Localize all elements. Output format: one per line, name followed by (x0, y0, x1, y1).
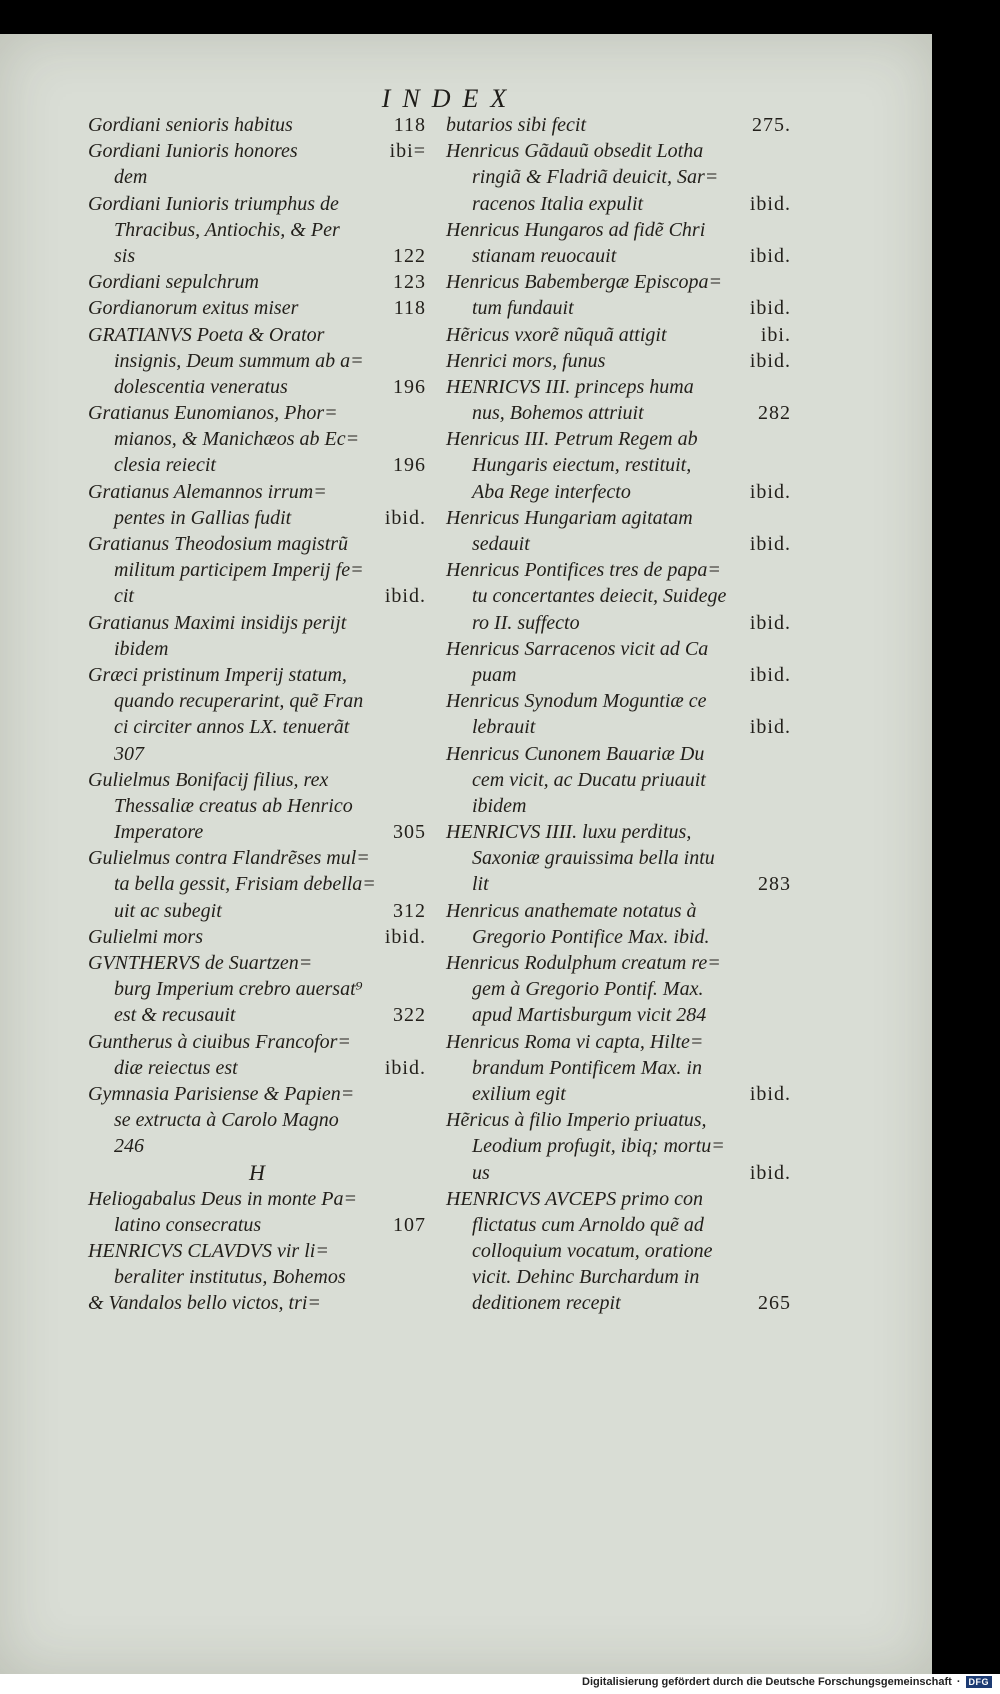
entry-text: militum participem Imperij fe= (114, 559, 364, 582)
page-reference: ibi= (389, 140, 426, 163)
entry-text: Henricus anathemate notatus à (446, 899, 697, 922)
index-entry-line (446, 1290, 791, 1316)
entry-text: Henricus Sarracenos vicit ad Ca (446, 637, 709, 660)
entry-text: GRATIANVS Poeta & Orator (88, 323, 325, 346)
entry-text: & Vandalos bello victos, tri= (88, 1292, 321, 1315)
entry-text: Græci pristinum Imperij statum, (88, 663, 347, 686)
index-entry-line (88, 374, 426, 400)
index-entry-line (88, 531, 426, 557)
page-reference: 118 (393, 297, 426, 320)
page-reference: ibid. (384, 506, 426, 529)
index-entry-line (446, 217, 791, 243)
index-entry-line (88, 426, 426, 452)
entry-text: apud Martisburgum vicit 284 (472, 1004, 707, 1027)
index-entry-line (88, 138, 426, 164)
entry-text: us (472, 1161, 490, 1184)
index-entry-line (88, 1212, 426, 1238)
index-entry-line (446, 1186, 791, 1212)
page-reference: ibid. (749, 716, 791, 739)
index-entry-line (446, 1055, 791, 1081)
entry-text: Henricus Hungaros ad fidẽ Chri (446, 218, 706, 241)
entry-text: sis (114, 244, 136, 267)
index-entry-line (88, 636, 426, 662)
entry-text: beraliter institutus, Bohemos (114, 1266, 346, 1289)
entry-text: lebrauit (472, 716, 536, 739)
entry-text: Gordianorum exitus miser (88, 297, 299, 320)
index-entry-line (88, 1029, 426, 1055)
index-entry-line (88, 767, 426, 793)
entry-text: sedauit (472, 533, 530, 555)
entry-text: Henricus Pontifices tres de papa= (446, 559, 721, 582)
index-entry-line (88, 688, 426, 714)
index-entry-line (88, 662, 426, 688)
index-entry-line (88, 871, 426, 897)
page-reference: 123 (393, 271, 426, 294)
page-reference: 283 (758, 873, 791, 896)
entry-text: GVNTHERVS de Suartzen= (88, 952, 313, 974)
entry-text: flictatus cum Arnoldo quẽ ad (472, 1213, 704, 1236)
entry-text: racenos Italia expulit (472, 192, 644, 215)
index-entry-line (446, 688, 791, 714)
entry-text: Gordiani Iunioris triumphus de (88, 192, 339, 215)
entry-text: Imperatore (114, 821, 204, 844)
index-entry-line (446, 1160, 791, 1186)
entry-text: 246 (114, 1135, 144, 1158)
entry-text: Henricus Rodulphum creatum re= (446, 952, 721, 974)
index-entry-line (88, 1002, 426, 1028)
page-reference: ibid. (749, 1161, 791, 1184)
index-entry-line (446, 924, 791, 950)
index-entry-line (446, 243, 791, 269)
entry-text: vicit. Dehinc Burchardum in (472, 1266, 700, 1289)
index-entry-line (88, 348, 426, 374)
entry-text: butarios sibi fecit (446, 114, 586, 136)
index-entry-line (446, 400, 791, 426)
index-entry-line (88, 1081, 426, 1107)
index-entry-line (88, 610, 426, 636)
index-entry-line (446, 976, 791, 1002)
page-reference: 196 (393, 375, 426, 398)
index-entry-line (446, 322, 791, 348)
entry-text: 307 (114, 742, 144, 765)
page-reference: 107 (393, 1213, 426, 1236)
entry-text: Gratianus Maximi insidijs perijt (88, 611, 347, 634)
entry-text: cem vicit, ac Ducatu priuauit (472, 768, 706, 791)
entry-text: tum fundauit (472, 297, 574, 320)
page-reference: ibid. (749, 611, 791, 634)
index-entry-line (88, 479, 426, 505)
page-reference: 265 (758, 1292, 791, 1315)
index-entry-line (88, 1264, 426, 1290)
index-entry-line (446, 1081, 791, 1107)
entry-text: burg Imperium crebro auersat⁹ (114, 978, 363, 1001)
entry-text: ro II. suffecto (472, 611, 580, 634)
page-reference: ibid. (749, 480, 791, 503)
page-reference: ibid. (749, 244, 791, 267)
index-entry-line (446, 662, 791, 688)
entry-text: Thracibus, Antiochis, & Per (114, 218, 340, 241)
entry-text: insignis, Deum summum ab a= (114, 349, 364, 372)
entry-text: Gordiani sepulchrum (88, 271, 259, 294)
page-reference: 196 (393, 454, 426, 477)
entry-text: clesia reiecit (114, 454, 216, 477)
page-reference: ibid. (384, 925, 426, 948)
entry-text: HENRICVS CLAVDVS vir li= (88, 1240, 329, 1263)
index-entry-line (446, 138, 791, 164)
entry-text: est & recusauit (114, 1004, 236, 1027)
index-entry-line (446, 793, 791, 819)
entry-text: Gordiani senioris habitus (88, 114, 293, 136)
index-entry-line (88, 924, 426, 950)
page-reference: 122 (393, 244, 426, 267)
entry-text: Henricus Gãdauũ obsedit Lotha (446, 140, 704, 163)
index-entry-line (446, 1264, 791, 1290)
page-reference: 275. (752, 114, 791, 136)
page-reference: ibid. (749, 297, 791, 320)
entry-text: Gregorio Pontifice Max. ibid. (472, 925, 710, 948)
index-entry-line (88, 217, 426, 243)
entry-text: Henricus Babembergæ Episcopa= (446, 271, 723, 294)
index-column-right (446, 112, 791, 1317)
page-reference: ibid. (749, 533, 791, 555)
entry-text: Gulielmi mors (88, 925, 203, 948)
entry-text: ibidem (114, 637, 169, 660)
entry-text: Gulielmus contra Flandrẽses mul= (88, 847, 370, 870)
index-column-left (88, 112, 426, 1317)
entry-text: HENRICVS IIII. luxu perditus, (446, 821, 692, 844)
index-entry-line (88, 583, 426, 609)
entry-text: Hungaris eiectum, restituit, (472, 454, 692, 477)
index-entry-line (88, 950, 426, 976)
index-entry-line (88, 505, 426, 531)
page-reference: 282 (758, 402, 791, 425)
index-entry-line (446, 871, 791, 897)
entry-text: Henricus III. Petrum Regem ab (446, 428, 698, 451)
entry-text: Henricus Cunonem Bauariæ Du (446, 742, 705, 765)
index-entry-line (446, 583, 791, 609)
entry-text: H (249, 1159, 265, 1185)
index-entry-line (88, 1290, 426, 1316)
index-entry-line (446, 741, 791, 767)
index-entry-line (88, 819, 426, 845)
entry-text: brandum Pontificem Max. in (472, 1056, 702, 1079)
entry-text: mianos, & Manichæos ab Ec= (114, 428, 360, 451)
index-entry-line (88, 845, 426, 871)
entry-text: quando recuperarint, quẽ Fran (114, 690, 364, 713)
page-reference: ibi. (760, 323, 791, 346)
index-entry-line (446, 610, 791, 636)
page-reference: 322 (393, 1004, 426, 1027)
entry-text: diæ reiectus est (114, 1056, 238, 1079)
entry-text: exilium egit (472, 1082, 566, 1105)
page-reference: 305 (393, 821, 426, 844)
index-entry-line (446, 1133, 791, 1159)
page-reference: 312 (393, 899, 426, 922)
index-entry-line (446, 845, 791, 871)
entry-text: se extructa à Carolo Magno (114, 1109, 339, 1132)
index-entry-line (446, 557, 791, 583)
index-entry-line (446, 819, 791, 845)
index-entry-line (446, 767, 791, 793)
index-entry-line (446, 1238, 791, 1264)
index-entry-line (446, 1107, 791, 1133)
index-entry-line (88, 452, 426, 478)
index-entry-line (88, 557, 426, 583)
index-entry-line (446, 426, 791, 452)
entry-text: Henricus Synodum Moguntiæ ce (446, 690, 707, 713)
entry-text: colloquium vocatum, oratione (472, 1240, 713, 1263)
index-entry-line (88, 1107, 426, 1133)
entry-text: Leodium profugit, ibiq; mortu= (472, 1135, 725, 1158)
entry-text: Guntherus à ciuibus Francofor= (88, 1030, 351, 1053)
index-entry-line (88, 1133, 426, 1159)
page-reference: ibid. (749, 663, 791, 686)
index-entry-line (88, 741, 426, 767)
index-entry-line (446, 1029, 791, 1055)
entry-text: dem (114, 166, 148, 189)
entry-text: ringiã & Fladriã deuicit, Sar= (472, 166, 719, 189)
index-entry-line (88, 191, 426, 217)
index-entry-line (88, 243, 426, 269)
index-entry-line (88, 714, 426, 740)
entry-text: Gratianus Theodosium magistrũ (88, 533, 349, 555)
entry-text: Thessaliæ creatus ab Henrico (114, 794, 353, 817)
section-letter (88, 1160, 426, 1186)
entry-text: Hẽricus à filio Imperio priuatus, (446, 1109, 707, 1132)
entry-text: lit (472, 873, 489, 896)
index-entry-line (446, 191, 791, 217)
page-reference: ibid. (749, 349, 791, 372)
entry-text: HENRICVS AVCEPS primo con (446, 1187, 703, 1210)
entry-text: Gymnasia Parisiense & Papien= (88, 1082, 355, 1105)
page-reference: ibid. (384, 1056, 426, 1079)
index-entry-line (88, 976, 426, 1002)
entry-text: Henricus Roma vi capta, Hilte= (446, 1030, 704, 1053)
index-entry-line (88, 164, 426, 190)
index-entry-line (446, 479, 791, 505)
index-entry-line (446, 1212, 791, 1238)
entry-text: dolescentia veneratus (114, 375, 288, 398)
entry-text: Gratianus Eunomianos, Phor= (88, 402, 338, 425)
index-entry-line (446, 452, 791, 478)
index-entry-line (88, 400, 426, 426)
entry-text: stianam reuocauit (472, 244, 617, 267)
index-entry-line (88, 112, 426, 138)
entry-text: nus, Bohemos attriuit (472, 402, 644, 425)
index-entry-line (446, 636, 791, 662)
entry-text: pentes in Gallias fudit (114, 506, 292, 529)
entry-text: Saxoniæ grauissima bella intu (472, 847, 715, 870)
entry-text: ta bella gessit, Frisiam debella= (114, 873, 376, 896)
footer-credit: Digitalisierung gefördert durch die Deutsche Forschungsgemeinschaft · DFG (582, 1676, 992, 1688)
index-entry-line (446, 1002, 791, 1028)
page-reference: ibid. (749, 192, 791, 215)
index-entry-line (88, 793, 426, 819)
index-entry-line (446, 164, 791, 190)
entry-text: Henricus Hungariam agitatam (446, 506, 693, 529)
page-reference: ibid. (749, 1082, 791, 1105)
index-entry-line (446, 269, 791, 295)
entry-text: HENRICVS III. princeps huma (446, 375, 694, 398)
entry-text: deditionem recepit (472, 1292, 621, 1315)
entry-text: Henrici mors, funus (446, 349, 606, 372)
index-entry-line (446, 531, 791, 557)
entry-text: Gratianus Alemannos irrum= (88, 480, 327, 503)
index-entry-line (446, 348, 791, 374)
entry-text: latino consecratus (114, 1213, 262, 1236)
index-entry-line (446, 112, 791, 138)
index-entry-line (88, 1186, 426, 1212)
entry-text: Gulielmus Bonifacij filius, rex (88, 768, 329, 791)
index-entry-line (88, 322, 426, 348)
entry-text: Aba Rege interfecto (472, 480, 631, 503)
entry-text: cit (114, 585, 134, 608)
index-entry-line (88, 898, 426, 924)
entry-text: Hẽricus vxorẽ nũquã attigit (446, 323, 667, 346)
entry-text: uit ac subegit (114, 899, 222, 922)
index-entry-line (88, 269, 426, 295)
page-reference: ibid. (384, 585, 426, 608)
index-entry-line (88, 1055, 426, 1081)
page-reference: 118 (393, 114, 426, 136)
page-header: INDEX (381, 84, 519, 113)
entry-text: Heliogabalus Deus in monte Pa= (88, 1187, 358, 1210)
index-entry-line (88, 295, 426, 321)
footer-text: Digitalisierung gefördert durch die Deutsche Forschungsgemeinschaft (582, 1676, 952, 1688)
entry-text: ibidem (472, 794, 527, 817)
entry-text: gem à Gregorio Pontif. Max. (472, 978, 704, 1001)
index-entry-line (446, 295, 791, 321)
index-entry-line (446, 505, 791, 531)
dfg-logo-icon: DFG (966, 1676, 993, 1688)
index-entry-line (446, 950, 791, 976)
entry-text: ci circiter annos LX. tenuerãt (114, 716, 350, 739)
entry-text: Gordiani Iunioris honores (88, 140, 298, 163)
entry-text: puam (472, 663, 517, 686)
index-entry-line (88, 1238, 426, 1264)
index-entry-line (446, 898, 791, 924)
index-entry-line (446, 374, 791, 400)
entry-text: tu concertantes deiecit, Suidege (472, 585, 727, 608)
index-entry-line (446, 714, 791, 740)
